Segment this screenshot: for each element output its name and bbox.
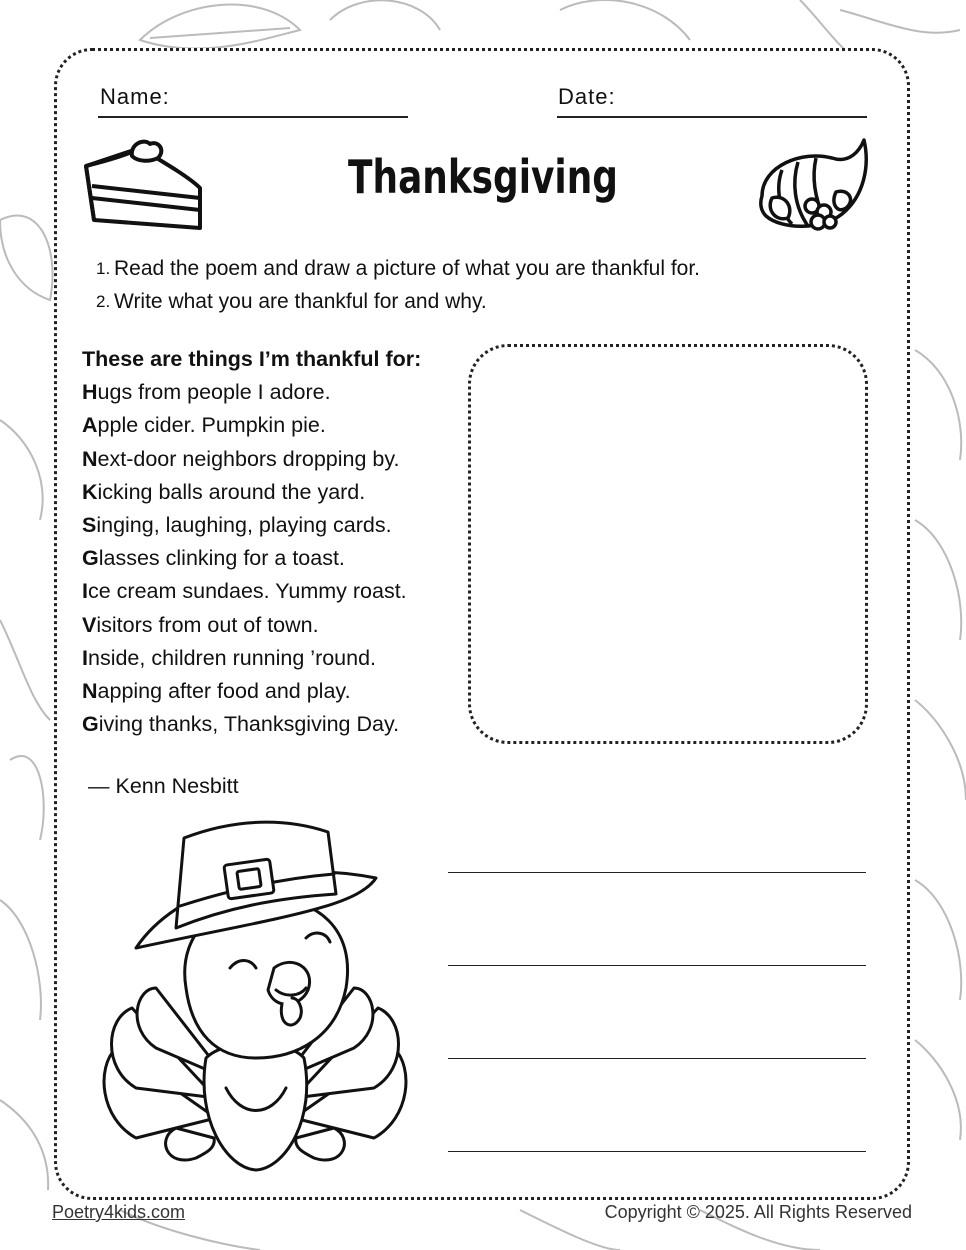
poem-line-text: isitors from out of town. <box>96 612 319 637</box>
page-title: Thanksgiving <box>348 150 618 204</box>
site-link[interactable]: Poetry4kids.com <box>52 1202 186 1222</box>
pie-slice-icon <box>80 136 208 232</box>
poem-line <box>82 376 421 409</box>
poem-line <box>82 675 421 708</box>
instruction-text: Read the poem and draw a picture of what you are thankful for. <box>114 257 701 280</box>
poem-author: — Kenn Nesbitt <box>88 774 239 798</box>
poem-line-text: pple cider. Pumpkin pie. <box>97 413 326 438</box>
poem-line <box>82 509 421 542</box>
instruction-item <box>96 285 700 318</box>
writing-line[interactable] <box>448 1151 866 1152</box>
poem-initial: A <box>82 413 98 438</box>
poem-line-text: apping after food and play. <box>97 679 351 704</box>
poem-line-text: nside, children running ’round. <box>87 645 377 670</box>
poem-initial: I <box>82 579 88 604</box>
instructions-list <box>96 252 700 318</box>
poem-line <box>82 642 421 675</box>
writing-line[interactable] <box>448 965 866 966</box>
poem-line-text: ce cream sundaes. Yummy roast. <box>87 579 407 604</box>
poem-line-text: inging, laughing, playing cards. <box>96 513 392 538</box>
instruction-number: 2. <box>96 292 111 311</box>
poem-line-text: iving thanks, Thanksgiving Day. <box>98 712 400 737</box>
poem-line-text: icking balls around the yard. <box>97 479 366 504</box>
instruction-number: 1. <box>96 259 111 278</box>
poem-initial: V <box>82 612 97 637</box>
poem-line-text: ugs from people I adore. <box>97 380 331 405</box>
poem-line-text: ext-door neighbors dropping by. <box>97 446 400 471</box>
pilgrim-turkey-icon <box>96 818 414 1188</box>
poem-line <box>82 575 421 608</box>
cornucopia-icon <box>752 136 872 232</box>
poem-initial: K <box>82 479 98 504</box>
poem <box>82 343 421 741</box>
poem-initial: N <box>82 446 98 471</box>
poem-initial: G <box>82 546 99 571</box>
drawing-box[interactable] <box>468 344 868 744</box>
poem-heading: These are things I’m thankful for: <box>82 347 422 371</box>
poem-line <box>82 409 421 442</box>
poem-line <box>82 476 421 509</box>
name-label: Name: <box>100 84 170 109</box>
poem-initial: I <box>82 645 88 670</box>
poem-line <box>82 609 421 642</box>
date-field-line[interactable] <box>557 116 867 118</box>
poem-initial: H <box>82 380 98 405</box>
copyright-text: Copyright © 2025. All Rights Reserved <box>604 1202 912 1222</box>
writing-line[interactable] <box>448 872 866 873</box>
poem-line-text: lasses clinking for a toast. <box>98 546 345 571</box>
name-field-line[interactable] <box>98 116 408 118</box>
writing-line[interactable] <box>448 1058 866 1059</box>
date-label: Date: <box>558 84 616 109</box>
poem-line <box>82 542 421 575</box>
instruction-text: Write what you are thankful for and why. <box>114 290 487 313</box>
poem-line <box>82 443 421 476</box>
instruction-item <box>96 252 700 285</box>
poem-line <box>82 708 421 741</box>
poem-initial: N <box>82 679 98 704</box>
poem-initial: G <box>82 712 99 737</box>
poem-initial: S <box>82 513 97 538</box>
